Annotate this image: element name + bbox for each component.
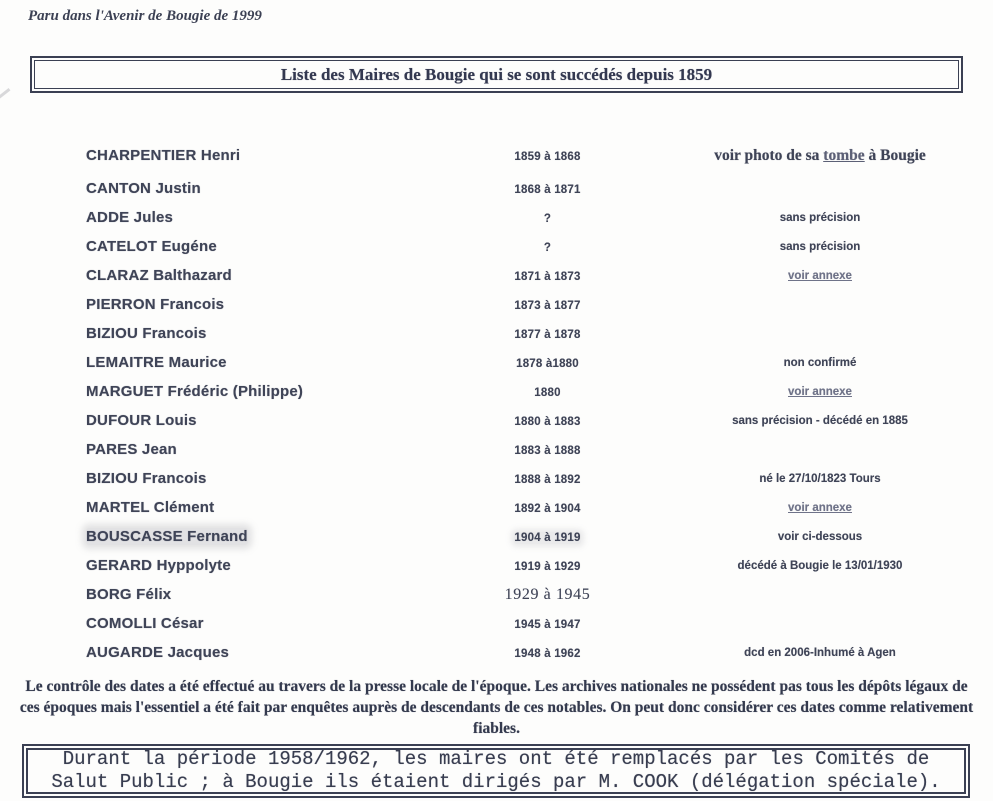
mayor-name-cell <box>0 296 420 314</box>
mayor-note <box>675 147 965 165</box>
document-title: Liste des Maires de Bougie qui se sont succédés depuis 1859 <box>280 64 713 84</box>
mayor-term: ? <box>543 241 552 254</box>
mayor-name-cell <box>0 383 420 401</box>
mayor-name: CATELOT Eugéne <box>86 237 217 255</box>
mayor-name-cell <box>0 267 420 285</box>
mayor-name: BOUSCASSE Fernand <box>86 527 248 545</box>
mayor-name-cell <box>0 147 420 165</box>
mayor-note: voir ci-dessous <box>777 530 863 543</box>
table-row <box>0 406 993 435</box>
note-text: voir photo de sa <box>714 146 824 164</box>
table-row <box>0 580 993 609</box>
table-row <box>0 232 993 261</box>
mayor-term-cell <box>420 441 675 459</box>
mayor-term: 1919 à 1929 <box>514 560 581 573</box>
mayors-table <box>0 141 993 667</box>
mayor-name-cell <box>0 644 420 662</box>
title-box-inner <box>34 60 959 89</box>
mayor-name-cell <box>0 354 420 372</box>
verification-note: Le contrôle des dates a été effectué au travers de la presse locale de l'époque. Les archives nationales ne possédent pas tous les dépôts légaux de ces époques mais l'essentiel a été fait par enquêtes auprès de descendants de ces notables. On peut donc considérer ces dates comme relativement fiables. <box>19 678 974 737</box>
mayor-name: BIZIOU Francois <box>86 469 207 487</box>
mayor-name: MARTEL Clément <box>86 498 215 516</box>
special-period-box-inner <box>26 748 966 794</box>
mayor-name: PIERRON Francois <box>86 295 225 313</box>
mayor-term: 1871 à 1873 <box>514 270 581 283</box>
mayor-note: non confirmé <box>783 356 857 369</box>
mayor-term-cell <box>420 325 675 343</box>
mayor-term: 1880 <box>534 386 561 399</box>
mayor-name: DUFOUR Louis <box>86 411 197 429</box>
mayor-term-cell <box>420 147 675 165</box>
mayor-term: 1880 à 1883 <box>514 415 581 428</box>
mayor-name-cell <box>0 180 420 198</box>
mayor-term: 1904 à 1919 <box>514 531 581 544</box>
table-row <box>0 493 993 522</box>
mayor-name-cell <box>0 528 420 546</box>
table-row <box>0 638 993 667</box>
table-row <box>0 435 993 464</box>
table-row <box>0 377 993 406</box>
table-row <box>0 141 993 170</box>
mayor-name-cell <box>0 586 420 604</box>
mayor-term: ? <box>543 212 552 225</box>
mayor-term-cell <box>420 383 675 401</box>
table-row <box>0 551 993 580</box>
source-annotation: Paru dans l'Avenir de Bougie de 1999 <box>28 8 262 24</box>
mayor-name: AUGARDE Jacques <box>86 643 230 661</box>
mayor-note <box>675 270 965 282</box>
mayor-name-cell <box>0 238 420 256</box>
mayor-name: MARGUET Frédéric (Philippe) <box>86 382 304 400</box>
mayor-name-cell <box>0 209 420 227</box>
mayor-term: 1945 à 1947 <box>514 618 581 631</box>
mayor-note: né le 27/10/1823 Tours <box>759 472 881 485</box>
mayor-term-cell <box>420 296 675 314</box>
mayor-name-cell <box>0 557 420 575</box>
table-row <box>0 348 993 377</box>
table-row <box>0 522 993 551</box>
tombe-link[interactable]: tombe <box>823 146 865 164</box>
mayor-name: ADDE Jules <box>86 208 174 226</box>
voir-annexe-link[interactable]: voir annexe <box>788 501 852 514</box>
mayor-term-cell <box>420 209 675 227</box>
mayor-term: 1948 à 1962 <box>514 647 581 660</box>
mayor-term: 1873 à 1877 <box>514 299 581 312</box>
mayor-name-cell <box>0 615 420 633</box>
mayor-note: sans précision <box>779 211 861 224</box>
mayor-term-cell <box>420 586 675 604</box>
scan-mark <box>0 88 10 99</box>
mayor-term-cell <box>420 499 675 517</box>
mayor-note: décédé à Bougie le 13/01/1930 <box>737 559 903 572</box>
mayor-term-cell <box>420 412 675 430</box>
mayor-name: PARES Jean <box>86 440 177 458</box>
special-period-line2: Salut Public ; à Bougie ils étaient dirigés par M. COOK (délégation spéciale). <box>51 771 941 793</box>
mayor-term: 1883 à 1888 <box>514 444 581 457</box>
table-row <box>0 609 993 638</box>
mayor-term-cell <box>420 354 675 372</box>
mayor-note: sans précision <box>779 240 861 253</box>
mayor-term: 1892 à 1904 <box>514 502 581 515</box>
mayor-term-cell <box>420 557 675 575</box>
mayor-term: 1868 à 1871 <box>514 183 581 196</box>
mayor-name: BIZIOU Francois <box>86 324 207 342</box>
mayor-term: 1877 à 1878 <box>514 328 581 341</box>
mayor-term-cell <box>420 180 675 198</box>
table-row <box>0 261 993 290</box>
mayor-term-cell <box>420 615 675 633</box>
mayor-name-cell <box>0 499 420 517</box>
mayor-name: COMOLLI César <box>86 614 204 632</box>
mayor-term: 1888 à 1892 <box>514 473 581 486</box>
mayor-note <box>675 386 965 398</box>
mayor-name-cell <box>0 441 420 459</box>
table-row <box>0 319 993 348</box>
mayor-term-cell <box>420 644 675 662</box>
mayor-term-cell <box>420 528 675 546</box>
table-row <box>0 174 993 203</box>
mayor-term: 1859 à 1868 <box>514 150 581 163</box>
table-row <box>0 290 993 319</box>
voir-annexe-link[interactable]: voir annexe <box>788 385 852 398</box>
mayor-term-cell <box>420 238 675 256</box>
mayor-name: CHARPENTIER Henri <box>86 146 241 164</box>
mayor-name: GERARD Hyppolyte <box>86 556 231 574</box>
mayor-name: CANTON Justin <box>86 179 201 197</box>
mayor-note <box>675 502 965 514</box>
mayor-name: LEMAITRE Maurice <box>86 353 227 371</box>
mayor-name-cell <box>0 470 420 488</box>
special-period-line1: Durant la période 1958/1962, les maires ont été remplacés par les Comités de <box>62 748 930 770</box>
mayor-note: dcd en 2006-Inhumé à Agen <box>744 646 896 659</box>
mayor-name-cell <box>0 325 420 343</box>
mayor-name-cell <box>0 412 420 430</box>
special-period-box <box>22 744 970 798</box>
mayor-name: CLARAZ Balthazard <box>86 266 232 284</box>
mayor-term-cell <box>420 267 675 285</box>
title-box <box>30 56 963 93</box>
voir-annexe-link[interactable]: voir annexe <box>788 269 852 282</box>
note-text: à Bougie <box>864 146 926 164</box>
table-row <box>0 464 993 493</box>
mayor-name: BORG Félix <box>86 585 172 603</box>
table-row <box>0 203 993 232</box>
mayor-term: 1929 à 1945 <box>504 585 591 603</box>
mayor-note: sans précision - décédé en 1885 <box>732 414 908 427</box>
mayor-term-cell <box>420 470 675 488</box>
mayor-term: 1878 à1880 <box>516 357 579 370</box>
